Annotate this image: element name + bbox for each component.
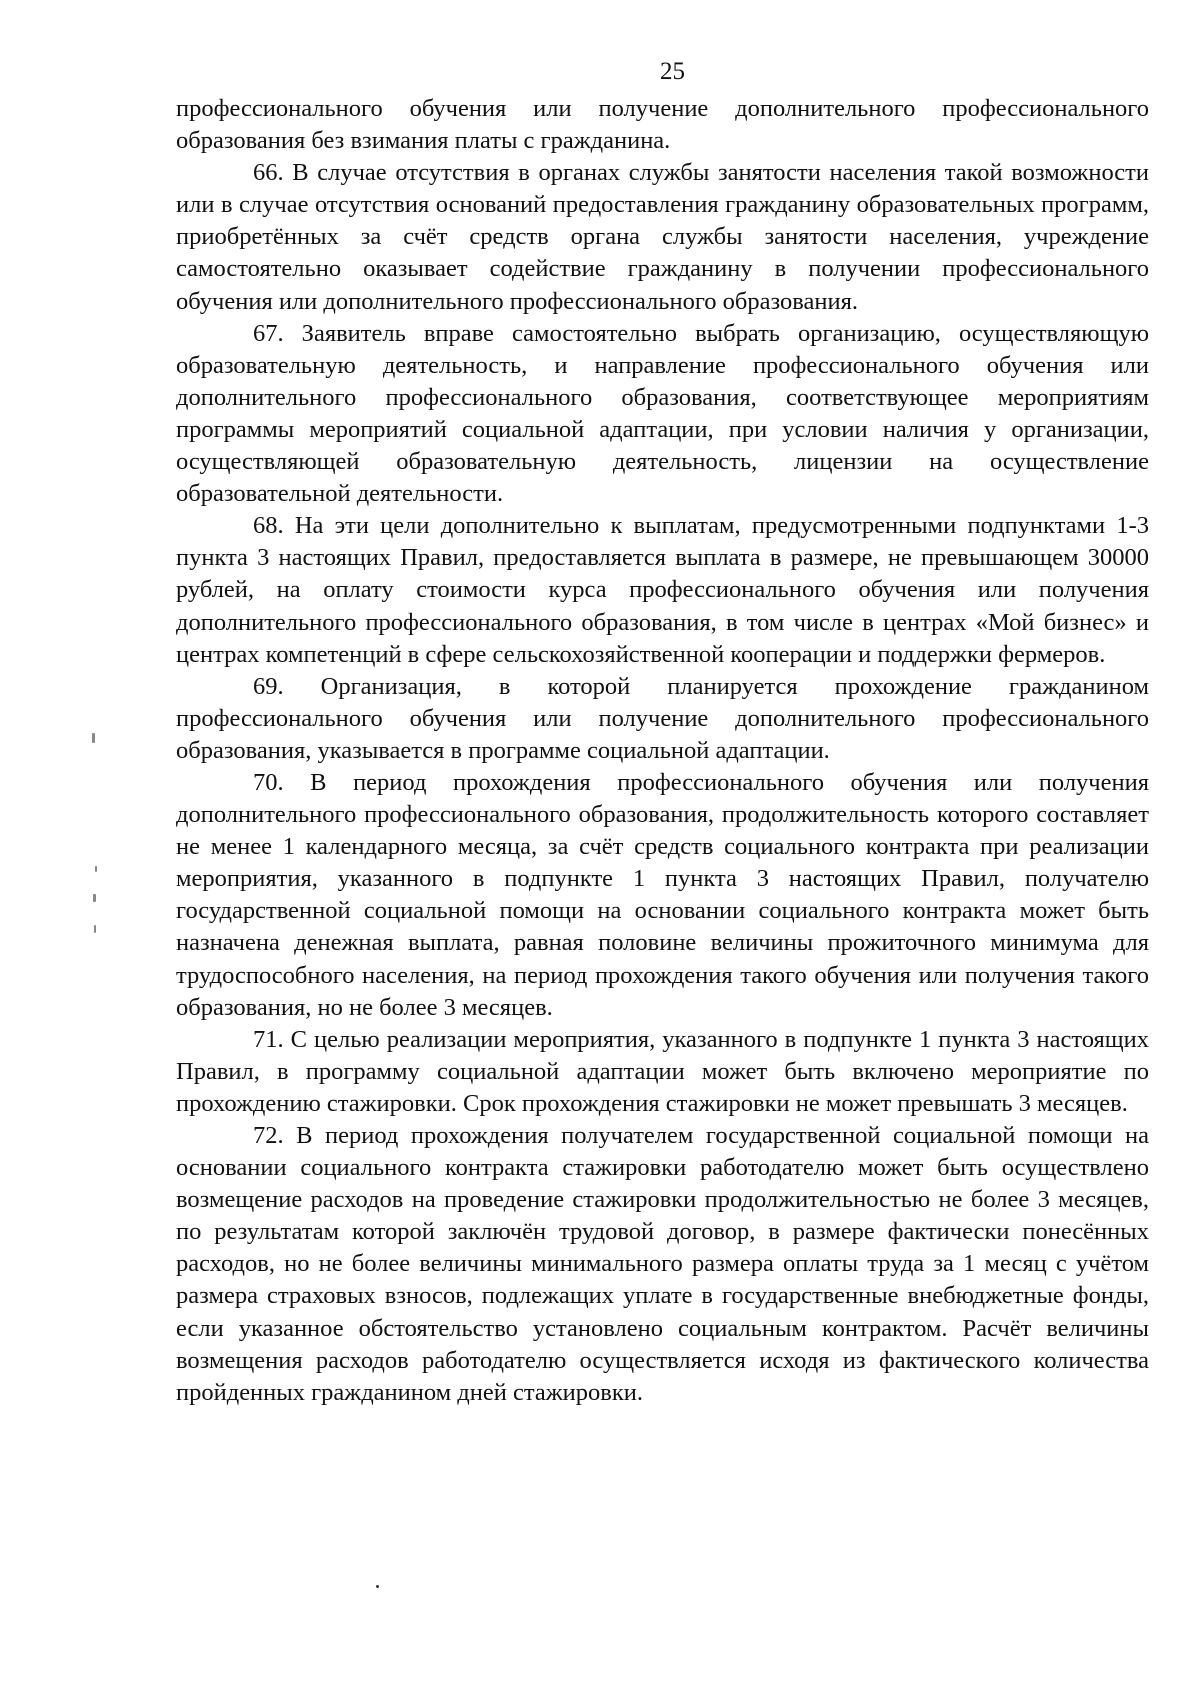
paragraph-number: 67.	[253, 319, 284, 347]
paragraph-number: 72.	[253, 1122, 284, 1149]
paragraph-68	[176, 510, 1149, 670]
paragraph-66	[176, 157, 1149, 317]
paragraph-70	[176, 767, 1149, 1024]
page-number: 25	[660, 58, 685, 85]
paragraph-number: 69.	[253, 672, 284, 700]
paragraph-text: Организация, в которой планируется прохождение гражданином профессионального обучения или получение дополнительного профессионального образования, указывается в программе социальной адаптации.	[176, 672, 1149, 764]
scan-mark	[94, 925, 96, 933]
paragraph-72	[176, 1120, 1149, 1409]
paragraph-text: С целью реализации мероприятия, указанного в подпункте 1 пункта 3 настоящих Правил, в программу социальной адаптации может быть включено мероприятие по прохождению стажировки. Срок прохождения стажировки не может превышать 3 месяцев.	[176, 1025, 1149, 1117]
scan-mark	[95, 866, 97, 872]
paragraph-71	[176, 1024, 1149, 1120]
paragraph-number: 68.	[253, 512, 284, 540]
paragraph-text: Заявитель вправе самостоятельно выбрать организацию, осуществляющую образовательную деятельность, и направление профессионального обучения или дополнительного профессионального образования, соответствующее мероприятиям программы мероприятий социальной адаптации, при условии наличия у организации, осуществляющей образовательную деятельность, лицензии на осуществление образовательной деятельности.	[176, 319, 1149, 508]
paragraph-text: На эти цели дополнительно к выплатам, предусмотренными подпунктами 1-3 пункта 3 настоящих Правил, предоставляется выплата в размере, не превышающем 30000 рублей, на оплату стоимости курса профессионального обучения или получения дополнительного профессионального образования, в том числе в центрах «Мой бизнес» и центрах компетенций в сфере сельскохозяйственной кооперации и поддержки фермеров.	[176, 512, 1149, 668]
paragraph-number: 70.	[253, 768, 284, 796]
paragraph-text: В период прохождения профессионального обучения или получения дополнительного профессионального образования, продолжительность которого составляет не менее 1 календарного месяца, за счёт средств социального контракта при реализации мероприятия, указанного в подпункте 1 пункта 3 настоящих Правил, получателю государственной социальной помощи на основании социального контракта может быть назначена денежная выплата, равная половине величины прожиточного минимума для трудоспособного населения, на период прохождения такого обучения или получения такого образования, но не более 3 месяцев.	[176, 768, 1149, 1021]
scan-mark	[93, 894, 96, 902]
paragraph-67	[176, 318, 1149, 511]
paragraph-69	[176, 671, 1149, 767]
paragraph-text: В случае отсутствия в органах службы занятости населения такой возможности или в случае отсутствия оснований предоставления гражданину образовательных программ, приобретённых за счёт средств органа службы занятости населения, учреждение самостоятельно оказывает содействие гражданину в получении профессионального обучения или дополнительного профессионального образования.	[176, 159, 1149, 315]
paragraph-text: В период прохождения получателем государственной социальной помощи на основании социального контракта стажировки работодателю может быть осуществлено возмещение расходов на проведение стажировки продолжительностью не более 3 месяцев, по результатам которой заключён трудовой договор, в размере фактически понесённых расходов, но не более величины минимального размера оплаты труда за 1 месяц с учётом размера страховых взносов, подлежащих уплате в государственные внебюджетные фонды, если указанное обстоятельство установлено социальным контрактом. Расчёт величины возмещения расходов работодателю осуществляется исходя из фактического количества пройденных гражданином дней стажировки.	[176, 1122, 1149, 1406]
paragraph-number: 66.	[253, 159, 284, 187]
paragraph-text: профессионального обучения или получение дополнительного профессионального образования без взимания платы с гражданина.	[176, 95, 1149, 155]
paragraph-continuation	[176, 93, 1149, 157]
paragraph-number: 71.	[253, 1025, 284, 1053]
document-page	[176, 56, 1149, 1409]
scan-dot	[376, 1585, 379, 1588]
scan-mark	[92, 733, 95, 743]
